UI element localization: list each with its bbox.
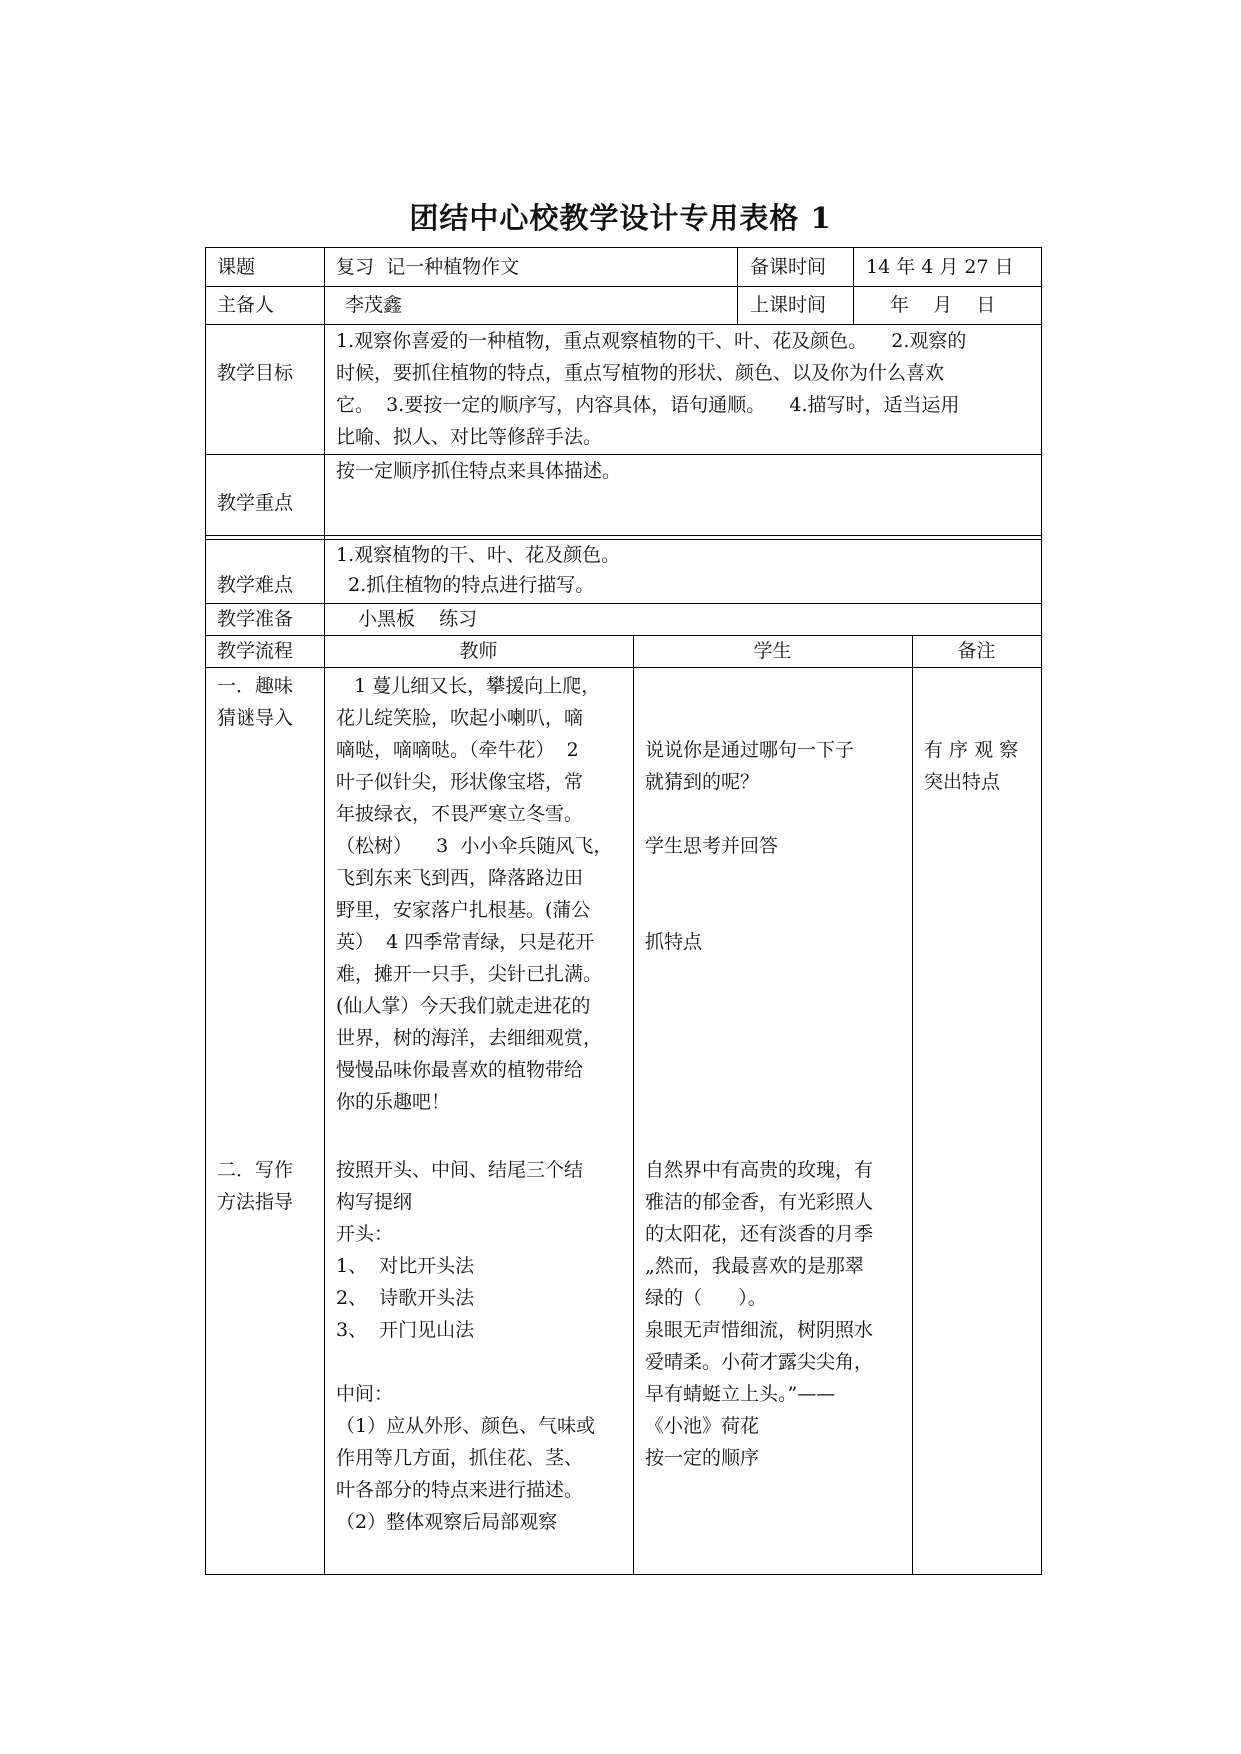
teacher-header: 教师 [459, 640, 498, 662]
prep-time-label: 备课时间 [750, 256, 827, 278]
stage-2-line: 方法指导 [217, 1191, 294, 1213]
class-time-value: 年 月 日 [890, 294, 996, 316]
student-question-line: 就猜到的呢？ [645, 771, 760, 793]
topic-value: 复习 记一种植物作文 [336, 256, 520, 278]
notes-line: 突出特点 [924, 771, 1001, 793]
goals-line: 比喻、拟人、对比等修辞手法。 [336, 426, 603, 448]
teacher-line: 构写提纲 [336, 1191, 413, 1213]
stage-1-line: 猜谜导入 [217, 707, 294, 729]
difficulties-label: 教学难点 [217, 574, 294, 596]
teacher-line: 你的乐趣吧！ [336, 1091, 451, 1113]
student-line: 的太阳花，还有淡香的月季 [645, 1223, 874, 1245]
student-line: 按一定的顺序 [645, 1447, 760, 1469]
preparer-value: 李茂鑫 [345, 294, 403, 316]
teacher-line: 英） 4 四季常青绿，只是花开 [336, 931, 595, 953]
teacher-line: 叶各部分的特点来进行描述。 [336, 1479, 584, 1501]
student-line: 雅洁的郁金香，有光彩照人 [645, 1191, 874, 1213]
goals-line: 它。 3.要按一定的顺序写，内容具体，语句通顺。 4.描写时，适当运用 [336, 394, 960, 416]
teacher-line: 叶子似针尖，形状像宝塔，常 [336, 771, 584, 793]
teacher-line: 2、 诗歌开头法 [336, 1287, 475, 1309]
stage-1-line: 一．趣味 [217, 675, 294, 697]
stage-2-line: 二．写作 [217, 1159, 294, 1181]
class-time-label: 上课时间 [750, 294, 827, 316]
preparation-value: 小黑板 练习 [358, 608, 478, 630]
notes-line: 有 序 观 察 [924, 739, 1019, 761]
teacher-line: 花儿绽笑脸，吹起小喇叭，嘀 [336, 707, 584, 729]
student-answer: 学生思考并回答 [645, 835, 779, 857]
teacher-line: 中间： [336, 1383, 394, 1405]
goals-line: 1.观察你喜爱的一种植物，重点观察植物的干、叶、花及颜色。 2.观察的 [336, 330, 967, 352]
teacher-line: 开头： [336, 1223, 394, 1245]
preparer-label: 主备人 [217, 294, 275, 316]
teacher-line: 世界，树的海洋，去细细观赏， [336, 1027, 603, 1049]
teacher-line: (仙人掌）今天我们就走进花的 [336, 995, 591, 1017]
teacher-line: 1 蔓儿细又长，攀援向上爬， [336, 675, 601, 697]
teacher-line: （2）整体观察后局部观察 [336, 1511, 558, 1533]
topic-label: 课题 [217, 256, 256, 278]
teacher-line: 1、 对比开头法 [336, 1255, 475, 1277]
student-line: 爱晴柔。小荷才露尖尖角， [645, 1351, 874, 1373]
teacher-line: 按照开头、中间、结尾三个结 [336, 1159, 584, 1181]
teacher-line: （松树） 3 小小伞兵随风飞， [336, 835, 613, 857]
goals-label: 教学目标 [217, 362, 294, 384]
difficulties-line: 1.观察植物的干、叶、花及颜色。 [336, 544, 621, 566]
flow-header: 教学流程 [217, 640, 294, 662]
notes-header: 备注 [957, 640, 996, 662]
student-line: 泉眼无声惜细流，树阴照水 [645, 1319, 874, 1341]
teacher-line: 难，摊开一只手，尖针已扎满。 [336, 963, 603, 985]
teacher-line: 3、 开门见山法 [336, 1319, 475, 1341]
teacher-line: 慢慢品味你最喜欢的植物带给 [336, 1059, 584, 1081]
student-line: 绿的（ ）。 [645, 1287, 767, 1309]
prep-time-value: 14 年 4 月 27 日 [866, 256, 1014, 278]
student-feature: 抓特点 [645, 931, 703, 953]
teacher-line: 野里，安家落户扎根基。(蒲公 [336, 899, 591, 921]
teacher-line: 飞到东来飞到西，降落路边田 [336, 867, 584, 889]
student-line: 自然界中有高贵的玫瑰，有 [645, 1159, 874, 1181]
student-question-line: 说说你是通过哪句一下子 [645, 739, 855, 761]
student-line: „然而，我最喜欢的是那翠 [645, 1255, 864, 1277]
student-line: 早有蜻蜓立上头。”—— [645, 1383, 836, 1405]
page-title: 团结中心校教学设计专用表格 1 [409, 201, 832, 235]
teacher-line: 年披绿衣，不畏严寒立冬雪。 [336, 803, 584, 825]
key-points-label: 教学重点 [217, 492, 294, 514]
goals-line: 时候，要抓住植物的特点，重点写植物的形状、颜色、以及你为什么喜欢 [336, 362, 945, 384]
student-line: 《小池》荷花 [645, 1415, 760, 1437]
teacher-line: （1）应从外形、颜色、气味或 [336, 1415, 596, 1437]
student-header: 学生 [753, 640, 792, 662]
preparation-label: 教学准备 [217, 608, 294, 630]
difficulties-line: 2.抓住植物的特点进行描写。 [336, 574, 595, 596]
teacher-line: 作用等几方面，抓住花、茎、 [336, 1447, 584, 1469]
key-points-value: 按一定顺序抓住特点来具体描述。 [336, 460, 622, 482]
teacher-line: 嘀哒，嘀嘀哒。（牵牛花） 2 [336, 739, 579, 761]
